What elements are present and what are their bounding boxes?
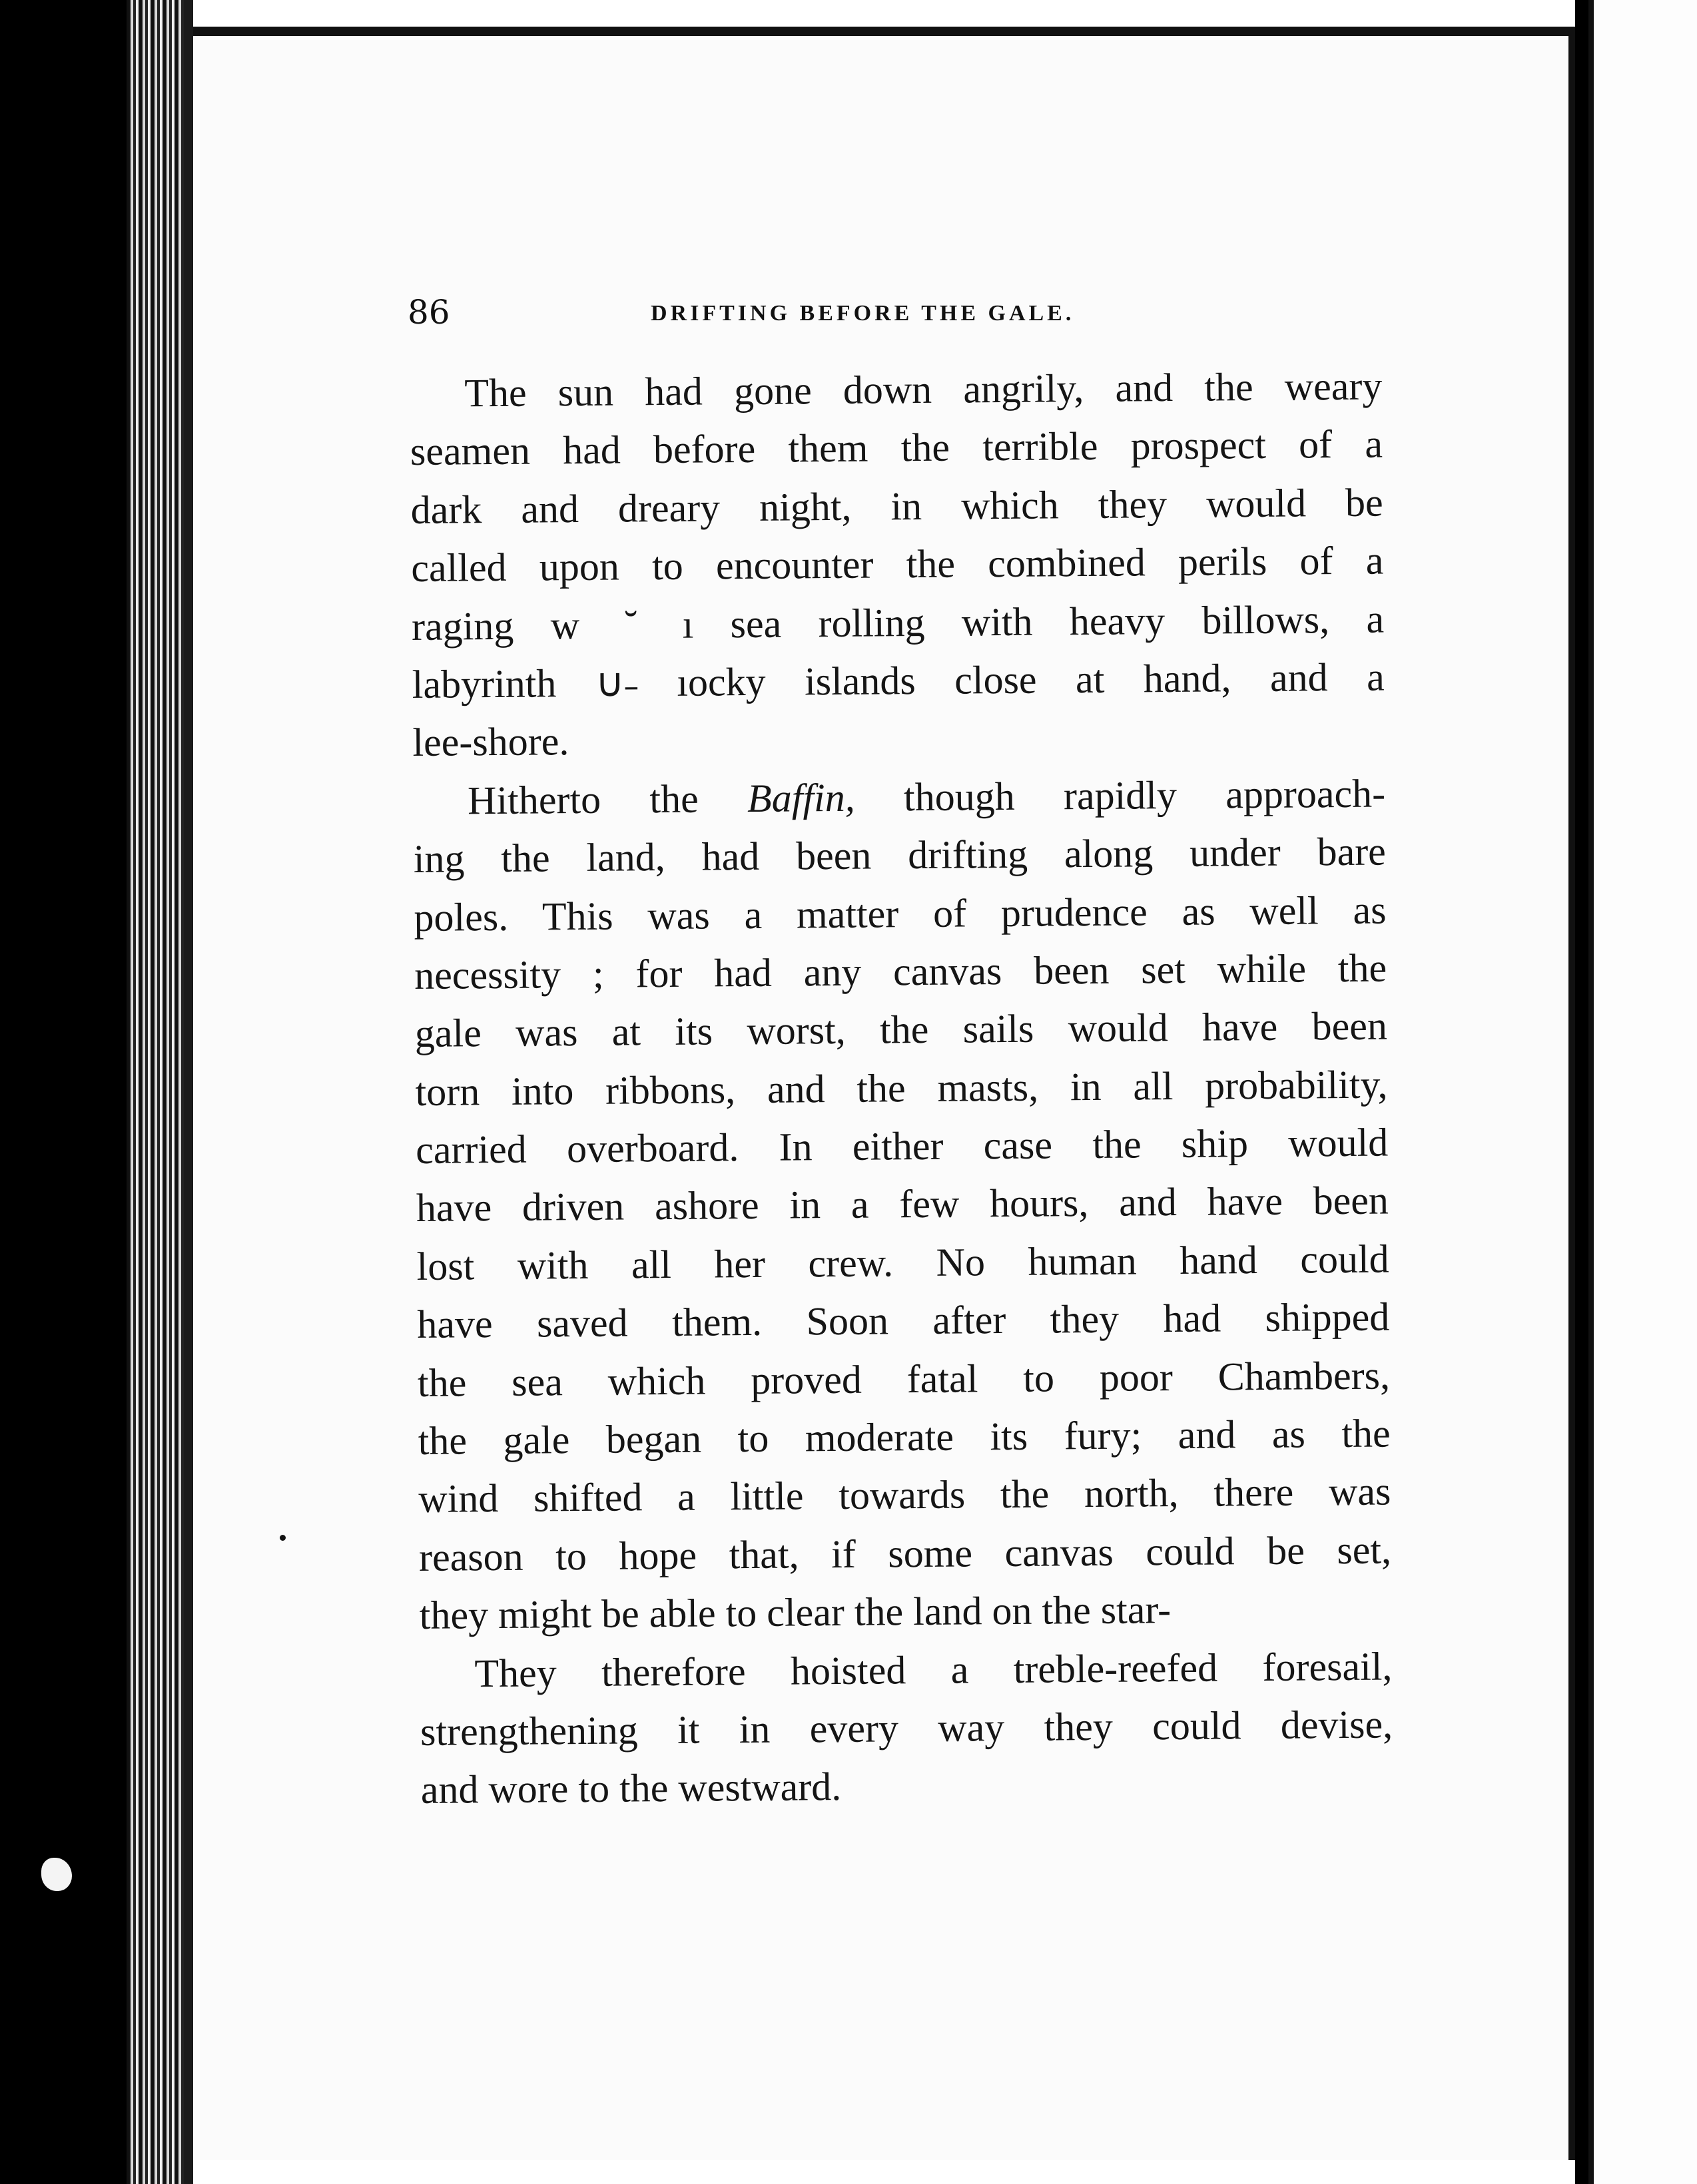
scan-background-left: [0, 0, 127, 2184]
text-line: torn into ribbons, and the masts, in all probability,: [415, 1062, 1388, 1114]
paragraph-3: [420, 1637, 1393, 1820]
text-line: strengthening it in every way they could devise,: [420, 1702, 1393, 1754]
text-line: the sea which proved fatal to poor Chambers,: [417, 1353, 1391, 1405]
text-fragment: though rapidly approach-: [854, 771, 1386, 820]
text-line: dark and dreary night, in which they would be: [410, 480, 1383, 532]
running-head: [408, 293, 1393, 340]
ink-speck: [280, 1535, 286, 1541]
text-line: poles. This was a matter of prudence as well as: [414, 888, 1387, 940]
paragraph-1: [410, 358, 1385, 772]
text-line: gale was at its worst, the sails would have been: [414, 1003, 1388, 1056]
text-line: carried overboard. In either case the ship would: [416, 1120, 1389, 1173]
text-line: they might be able to clear the land on the star-: [419, 1587, 1172, 1638]
paragraph-2: [413, 764, 1392, 1645]
text-line: necessity ; for had any canvas been set while the: [414, 946, 1387, 997]
body-text: [410, 358, 1393, 1820]
page-edge-shadow: [184, 0, 193, 2184]
text-line: [413, 764, 1386, 830]
text-line: have driven ashore in a few hours, and have been: [416, 1178, 1389, 1230]
text-line: wind shifted a little towards the north, there was: [418, 1469, 1391, 1521]
text-line: have saved them. Soon after they had shipped: [417, 1294, 1390, 1347]
text-line: labyrinth ∪˗ ıocky islands close at hand, and a: [412, 655, 1385, 706]
text-line: lee-shore.: [412, 719, 569, 765]
text-line: and wore to the westward.: [420, 1765, 842, 1812]
text-line: raging w ˘ ı sea rolling with heavy billows, a: [411, 597, 1385, 649]
text-line: the gale began to moderate its fury; and as the: [418, 1411, 1391, 1463]
text-line: They therefore hoisted a treble-reefed foresail,: [474, 1644, 1393, 1695]
book-page-edges: [127, 0, 193, 2184]
facing-page-sliver: [1588, 0, 1697, 2184]
page-number: 86: [408, 293, 450, 332]
text-line: lost with all her crew. No human hand could: [416, 1236, 1389, 1288]
text-line: reason to hope that, if some canvas could be set,: [418, 1527, 1392, 1579]
chapter-running-title: DRIFTING BEFORE THE GALE.: [651, 301, 1075, 326]
text-line: called upon to encounter the combined perils of a: [411, 538, 1384, 591]
book-gutter: [1575, 0, 1588, 2184]
text-line: ing the land, had been drifting along under bare: [413, 829, 1387, 882]
ship-name-italic: Baffin,: [747, 775, 855, 820]
text-line: The sun had gone down angrily, and the weary: [464, 364, 1383, 415]
text-fragment: Hitherto the: [467, 776, 748, 823]
text-line: seamen had before them the terrible prospect of a: [410, 421, 1383, 474]
